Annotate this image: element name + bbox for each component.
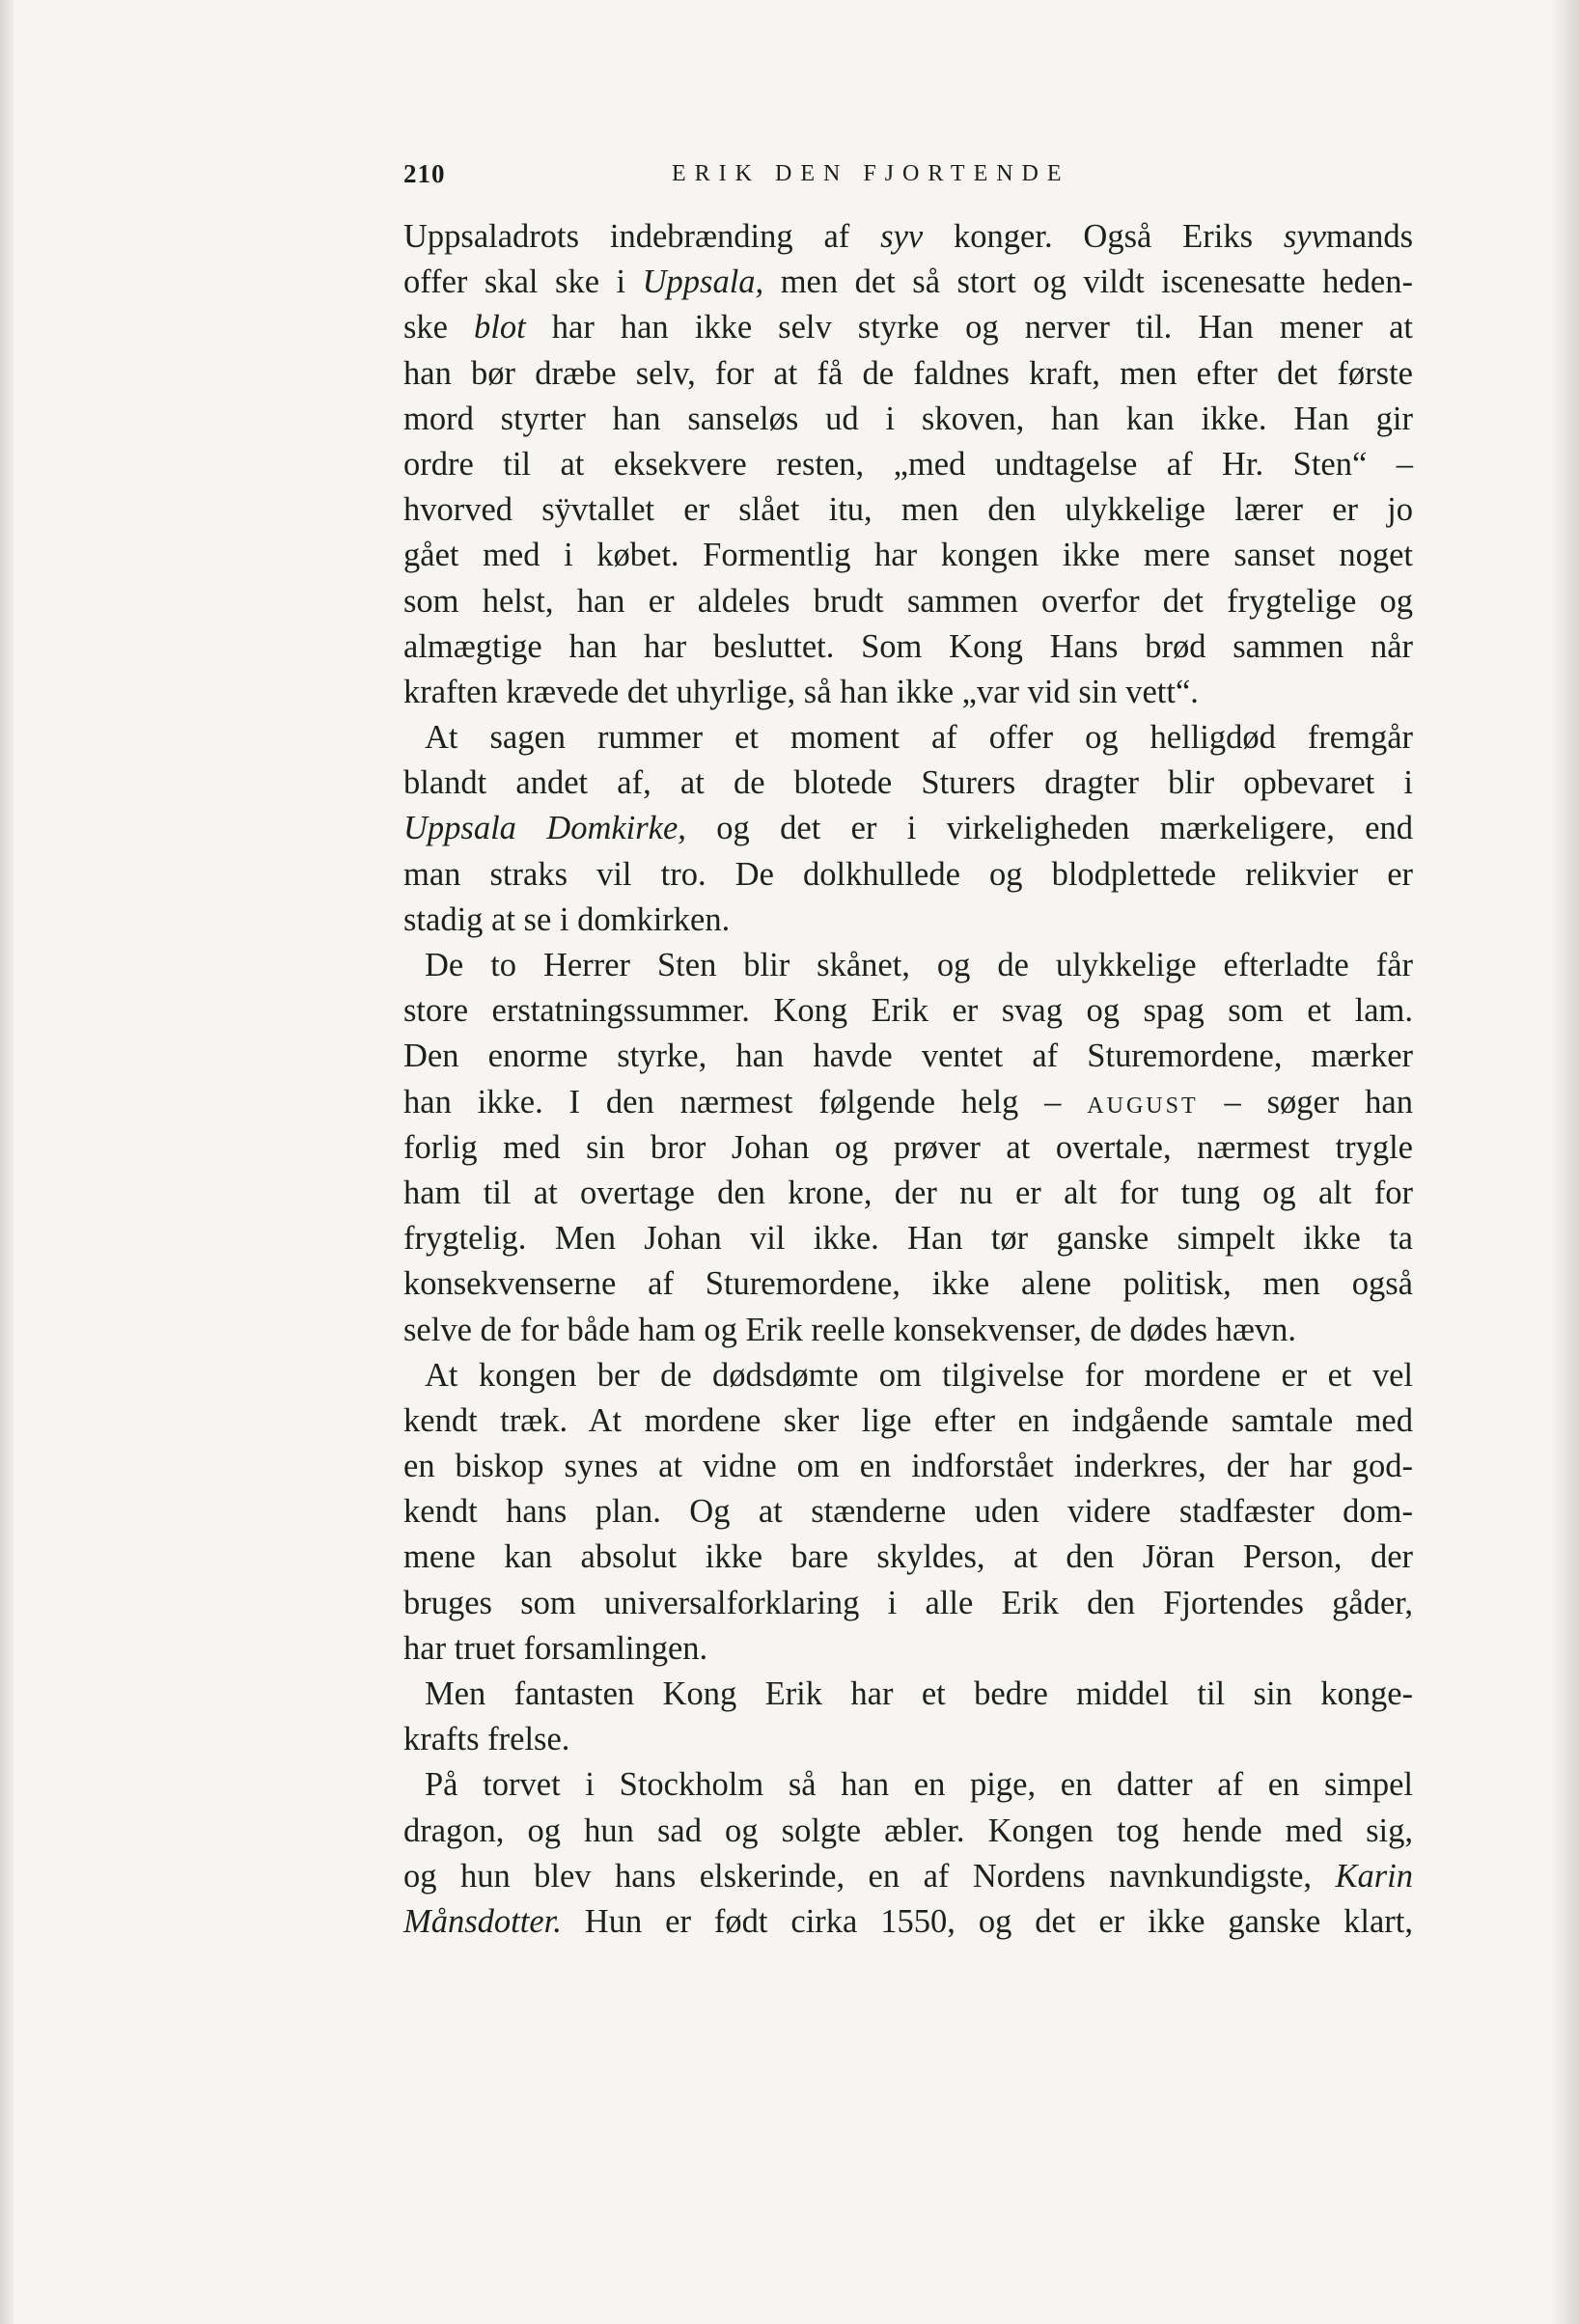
text-line bbox=[403, 1854, 1413, 1899]
text-segment: offer skal ske i bbox=[403, 263, 643, 301]
text-line bbox=[403, 898, 1413, 943]
text-line bbox=[403, 624, 1413, 670]
text-segment: kendt træk. At mordene sker lige efter en indgående samtale med bbox=[403, 1401, 1413, 1439]
text-line bbox=[403, 487, 1413, 533]
text-segment: han ikke. I den nærmest følgende helg – bbox=[403, 1083, 1088, 1120]
text-segment: kraften krævede det uhyrlige, så han ikke „var vid sin vett“. bbox=[403, 673, 1199, 710]
scan-edge-right bbox=[1552, 0, 1579, 2324]
text-segment: mord styrter han sanseløs ud i skoven, han kan ikke. Han gir bbox=[403, 400, 1413, 437]
text-line bbox=[403, 1398, 1413, 1444]
text-segment: dragon, og hun sad og solgte æbler. Kongen tog hende med sig, bbox=[403, 1812, 1413, 1849]
text-line bbox=[403, 1672, 1413, 1717]
text-segment: At sagen rummer et moment af offer og helligdød fremgår bbox=[425, 719, 1413, 757]
text-line bbox=[403, 214, 1413, 260]
italic-text: syv bbox=[880, 218, 924, 255]
text-segment: De to Herrer Sten blir skånet, og de ulykkelige efterladte får bbox=[425, 947, 1413, 983]
text-segment: hvorved sÿvtallet er slået itu, men den ulykkelige lærer er jo bbox=[403, 491, 1413, 529]
text-segment: almægtige han har besluttet. Som Kong Hans brød sammen når bbox=[403, 627, 1413, 665]
text-segment: kendt hans plan. Og at stænderne uden videre stadfæster dom- bbox=[403, 1493, 1413, 1531]
italic-text: syv bbox=[1283, 218, 1326, 255]
text-segment: mands bbox=[1325, 218, 1413, 255]
text-line bbox=[403, 351, 1413, 397]
text-segment: ham til at overtage den krone, der nu er alt for tung og alt for bbox=[403, 1174, 1413, 1211]
text-segment: man straks vil tro. De dolkhullede og blodplettede relikvier er bbox=[403, 855, 1413, 893]
text-segment: en biskop synes at vidne om en indforstået inderkres, der har god- bbox=[403, 1448, 1413, 1485]
italic-text: Månsdotter. bbox=[403, 1902, 562, 1940]
page-number: 210 bbox=[403, 159, 446, 188]
text-segment: gået med i købet. Formentlig har kongen ikke mere sanset noget bbox=[403, 537, 1413, 574]
text-line bbox=[403, 1809, 1413, 1854]
text-segment: Hun er født cirka 1550, og det er ikke ganske klart, bbox=[561, 1902, 1413, 1940]
text-line bbox=[403, 579, 1413, 624]
text-line bbox=[403, 806, 1413, 851]
italic-text: Karin bbox=[1335, 1857, 1413, 1895]
text-segment: store erstatningssummer. Kong Erik er svag og spag som et lam. bbox=[403, 992, 1413, 1030]
text-segment: har han ikke selv styrke og nerver til. Han mener at bbox=[525, 309, 1413, 346]
small-caps-text: AUGUST bbox=[1087, 1093, 1199, 1119]
text-segment: Uppsaladrots indebrænding af bbox=[403, 218, 881, 255]
text-segment: Men fantasten Kong Erik har et bedre middel til sin konge- bbox=[425, 1675, 1413, 1712]
text-segment: ordre til at eksekvere resten, „med undtagelse af Hr. Sten“ – bbox=[403, 445, 1413, 483]
text-segment: og hun blev hans elskerinde, en af Nordens navnkundigste, bbox=[403, 1857, 1336, 1895]
page-header bbox=[403, 154, 1176, 193]
text-line bbox=[403, 533, 1413, 578]
text-segment: ske bbox=[403, 309, 475, 346]
text-line bbox=[403, 852, 1413, 898]
text-line bbox=[403, 305, 1413, 350]
text-line bbox=[403, 715, 1413, 761]
text-line bbox=[403, 397, 1413, 442]
text-segment: På torvet i Stockholm så han en pige, en datter af en simpel bbox=[425, 1766, 1413, 1804]
italic-text: blot bbox=[474, 309, 526, 346]
text-line bbox=[403, 1762, 1413, 1808]
text-line bbox=[403, 1080, 1413, 1125]
italic-text: Uppsala, bbox=[642, 263, 764, 301]
text-segment: har truet forsamlingen. bbox=[403, 1629, 708, 1667]
text-segment: At kongen ber de dødsdømte om tilgivelse for mordene er et vel bbox=[425, 1356, 1413, 1394]
text-line bbox=[403, 1444, 1413, 1489]
text-line bbox=[403, 943, 1413, 988]
text-line bbox=[403, 1171, 1413, 1216]
text-segment: men det så stort og vildt iscenesatte heden- bbox=[763, 263, 1413, 301]
text-line bbox=[403, 1581, 1413, 1626]
text-segment: selve de for både ham og Erik reelle konsekvenser, de dødes hævn. bbox=[403, 1311, 1297, 1348]
text-line bbox=[403, 988, 1413, 1034]
text-line bbox=[403, 1353, 1413, 1398]
text-segment: forlig med sin bror Johan og prøver at overtale, nærmest trygle bbox=[403, 1128, 1413, 1166]
text-segment: frygtelig. Men Johan vil ikke. Han tør ganske simpelt ikke ta bbox=[403, 1220, 1413, 1258]
text-line bbox=[403, 1308, 1413, 1353]
text-segment: Den enorme styrke, han havde ventet af Sturemordene, mærker bbox=[403, 1038, 1413, 1075]
text-segment: mene kan absolut ikke bare skyldes, at den Jöran Person, der bbox=[403, 1538, 1413, 1576]
text-segment: han bør dræbe selv, for at få de faldnes kraft, men efter det første bbox=[403, 354, 1413, 392]
italic-text: Uppsala Domkirke, bbox=[403, 810, 686, 847]
scan-edge-left bbox=[0, 0, 14, 2324]
text-line bbox=[403, 1899, 1413, 1945]
body-text bbox=[403, 214, 1413, 1945]
text-line bbox=[403, 670, 1413, 715]
text-line bbox=[403, 1489, 1413, 1535]
text-line bbox=[403, 442, 1413, 487]
text-line bbox=[403, 1034, 1413, 1079]
text-segment: som helst, han er aldeles brudt sammen overfor det frygtelige og bbox=[403, 582, 1413, 620]
text-segment: stadig at se i domkirken. bbox=[403, 900, 731, 938]
running-head: ERIK DEN FJORTENDE bbox=[672, 161, 1070, 186]
text-segment: konger. Også Eriks bbox=[923, 218, 1284, 255]
text-line bbox=[403, 1216, 1413, 1261]
text-segment: – søger han bbox=[1198, 1083, 1413, 1120]
text-segment: krafts frelse. bbox=[403, 1721, 570, 1758]
text-segment: blandt andet af, at de blotede Sturers dragter blir opbevaret i bbox=[403, 764, 1413, 802]
text-line bbox=[403, 1717, 1413, 1762]
text-segment: og det er i virkeligheden mærkeligere, end bbox=[685, 810, 1413, 847]
text-segment: bruges som universalforklaring i alle Erik den Fjortendes gåder, bbox=[403, 1584, 1413, 1621]
text-line bbox=[403, 1626, 1413, 1672]
text-segment: konsekvenserne af Sturemordene, ikke alene politisk, men også bbox=[403, 1265, 1413, 1303]
text-line bbox=[403, 1535, 1413, 1580]
text-line bbox=[403, 260, 1413, 305]
text-line bbox=[403, 1125, 1413, 1171]
text-line bbox=[403, 761, 1413, 806]
text-line bbox=[403, 1261, 1413, 1307]
